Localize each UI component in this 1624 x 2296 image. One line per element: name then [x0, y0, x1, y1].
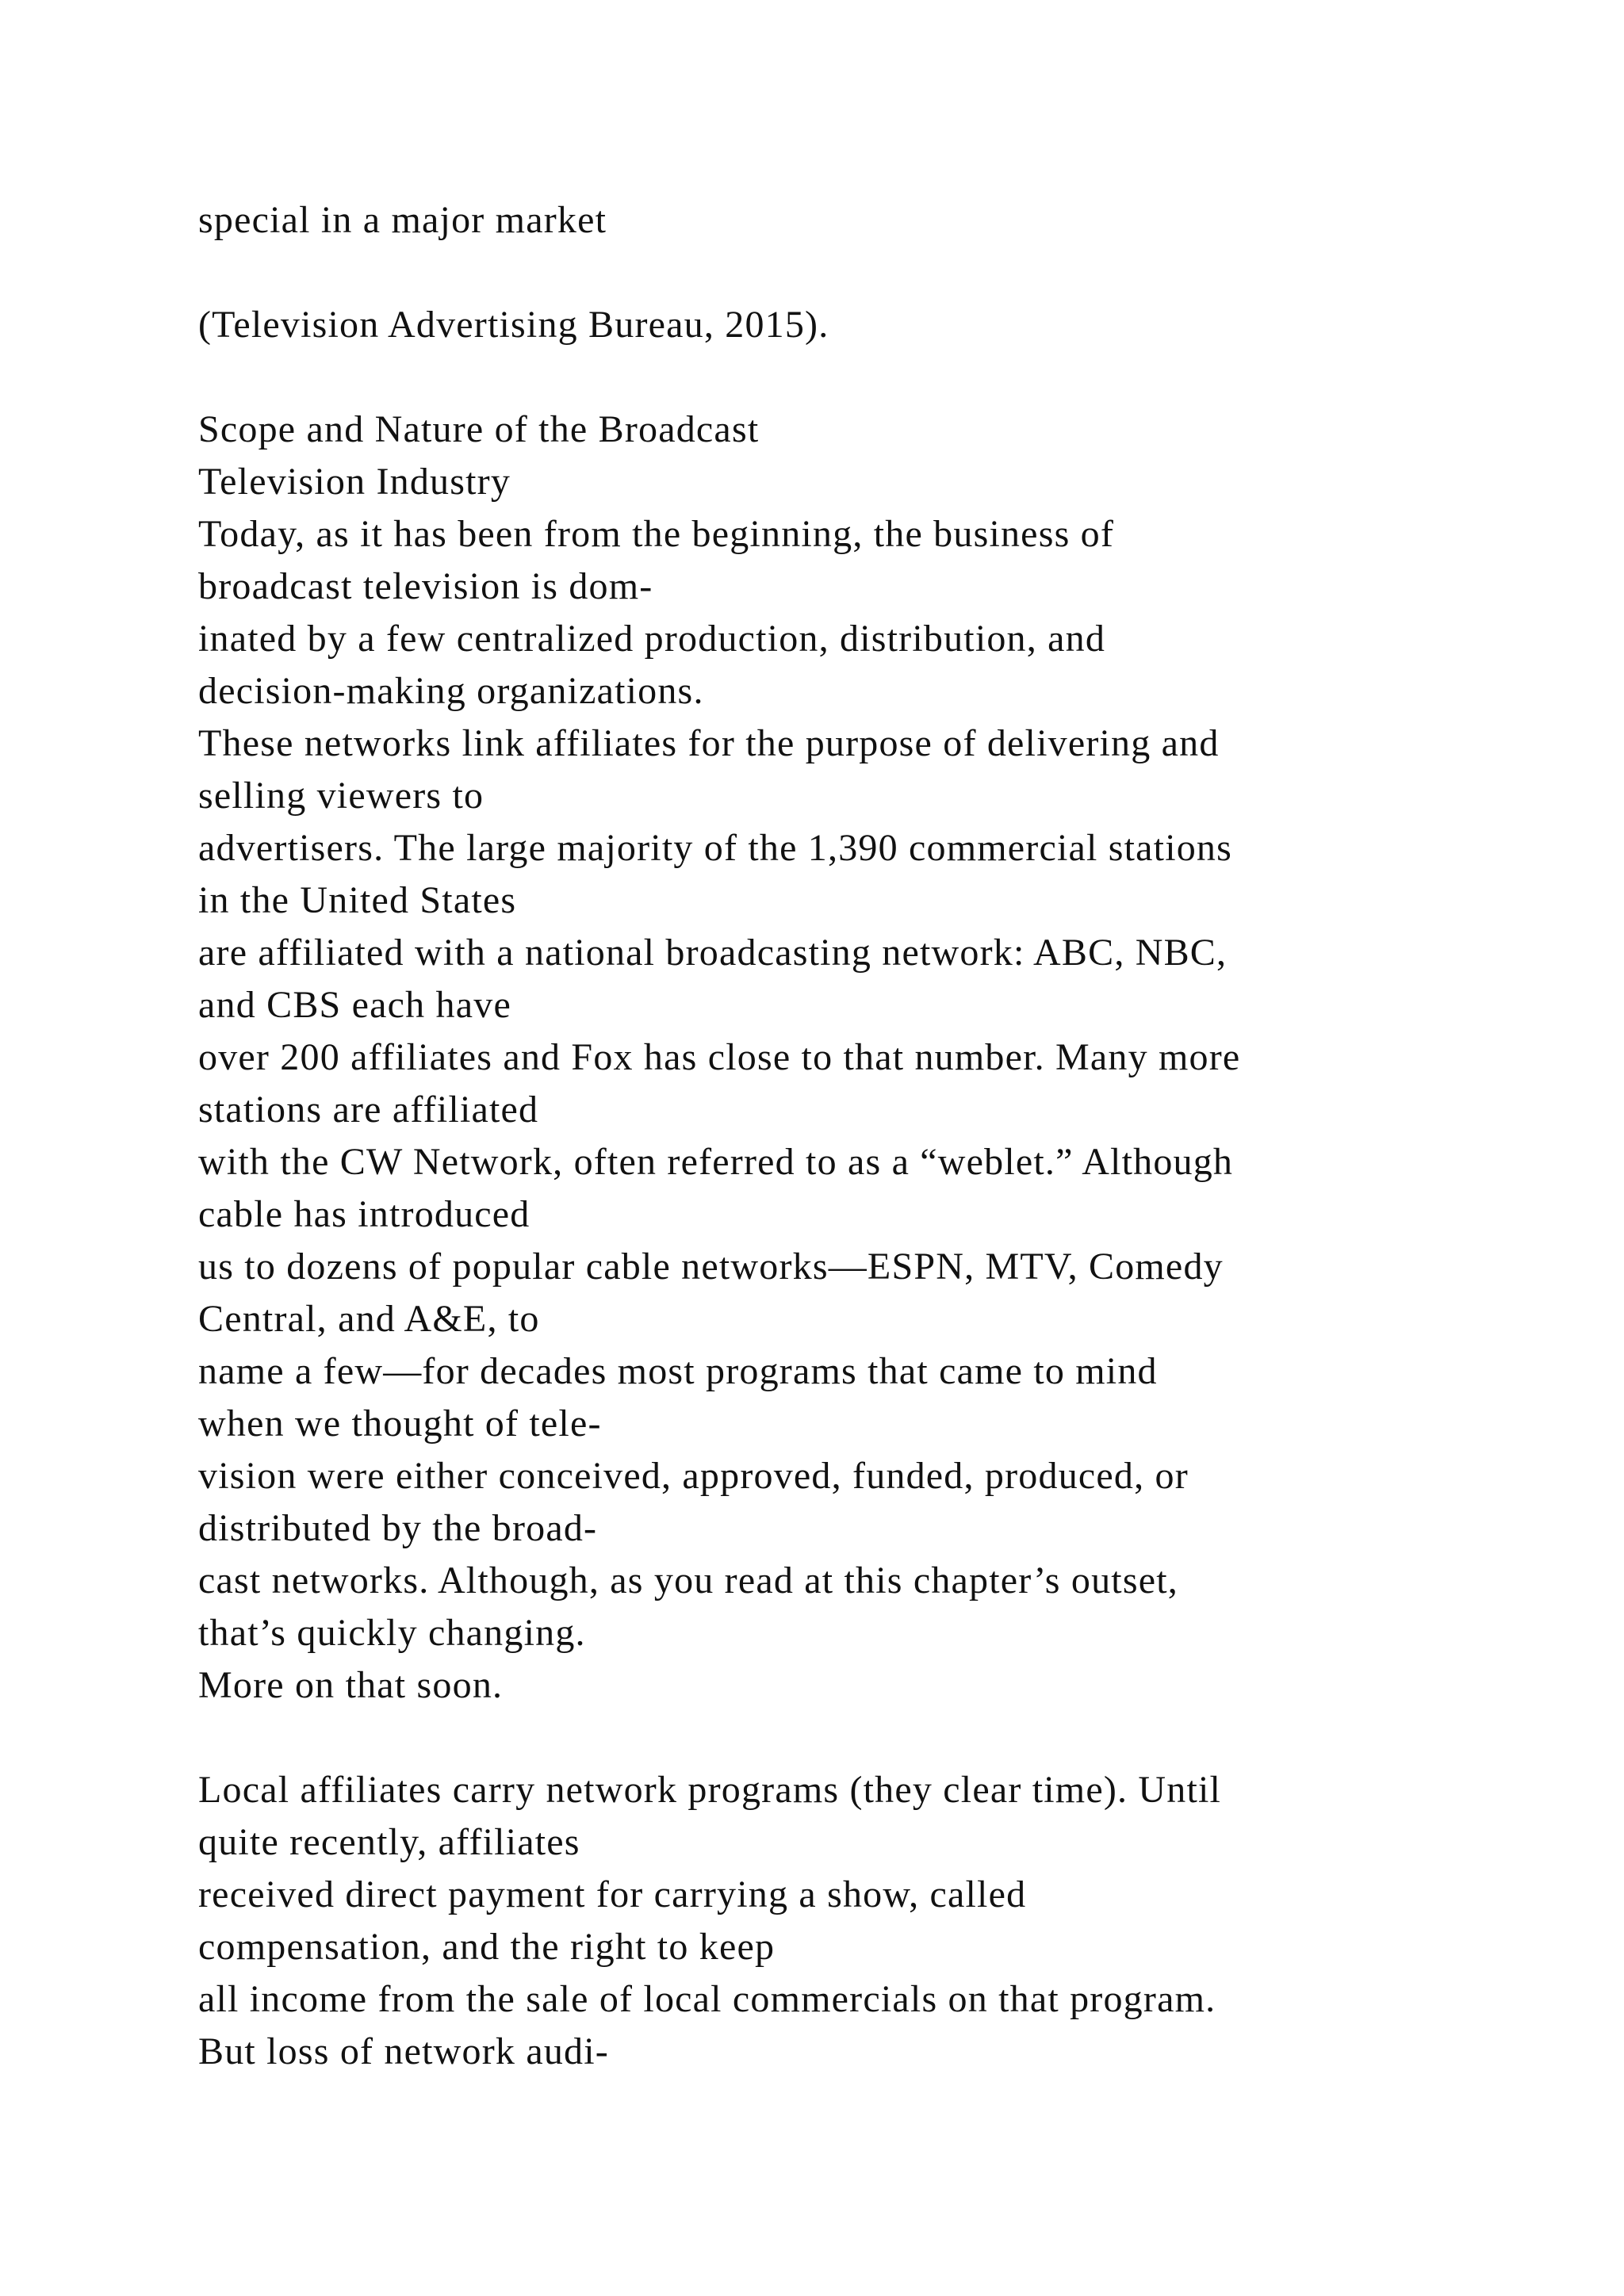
text-line: when we thought of tele-: [198, 1402, 602, 1445]
text-line: and CBS each have: [198, 984, 511, 1026]
text-line: vision were either conceived, approved, funded, produced, or: [198, 1455, 1189, 1497]
text-line: distributed by the broad-: [198, 1507, 598, 1549]
paragraph-gap: [198, 247, 1562, 299]
text-line: compensation, and the right to keep: [198, 1926, 776, 1968]
text-line: selling viewers to: [198, 775, 485, 817]
paragraph-gap: [198, 351, 1562, 404]
text-line: name a few—for decades most programs that came to mind: [198, 1350, 1158, 1392]
text-line: Central, and A&E, to: [198, 1298, 540, 1340]
text-line: cast networks. Although, as you read at this chapter’s outset,: [198, 1559, 1178, 1601]
text-line: advertisers. The large majority of the 1,390 commercial stations: [198, 827, 1233, 869]
text-line: us to dozens of popular cable networks—ESPN, MTV, Comedy: [198, 1246, 1224, 1288]
paragraph-gap: [198, 1712, 1562, 1764]
text-line: over 200 affiliates and Fox has close to that number. Many more: [198, 1036, 1241, 1078]
text-line: But loss of network audi-: [198, 2030, 609, 2072]
text-line: special in a major market: [198, 199, 607, 241]
text-line: that’s quickly changing.: [198, 1612, 586, 1654]
text-line: in the United States: [198, 879, 517, 921]
text-line: Local affiliates carry network programs (they clear time). Until: [198, 1769, 1222, 1811]
text-line: These networks link affiliates for the purpose of delivering and: [198, 722, 1220, 764]
text-line: broadcast television is dom-: [198, 565, 653, 607]
text-line: with the CW Network, often referred to as a “weblet.” Although: [198, 1141, 1234, 1183]
text-line: quite recently, affiliates: [198, 1821, 580, 1863]
section-heading-line: Television Industry: [198, 461, 511, 503]
text-line: inated by a few centralized production, distribution, and: [198, 618, 1106, 660]
text-line: are affiliated with a national broadcasting network: ABC, NBC,: [198, 932, 1228, 974]
text-line: More on that soon.: [198, 1664, 504, 1706]
document-body: [198, 194, 1562, 2078]
text-line: stations are affiliated: [198, 1089, 539, 1131]
text-line: cable has introduced: [198, 1193, 530, 1235]
text-line: Today, as it has been from the beginning, the business of: [198, 513, 1115, 555]
text-line: decision-making organizations.: [198, 670, 704, 712]
text-line: (Television Advertising Bureau, 2015).: [198, 304, 829, 346]
text-line: received direct payment for carrying a show, called: [198, 1873, 1027, 1915]
text-line: all income from the sale of local commercials on that program.: [198, 1978, 1216, 2020]
section-heading-line: Scope and Nature of the Broadcast: [198, 408, 760, 450]
